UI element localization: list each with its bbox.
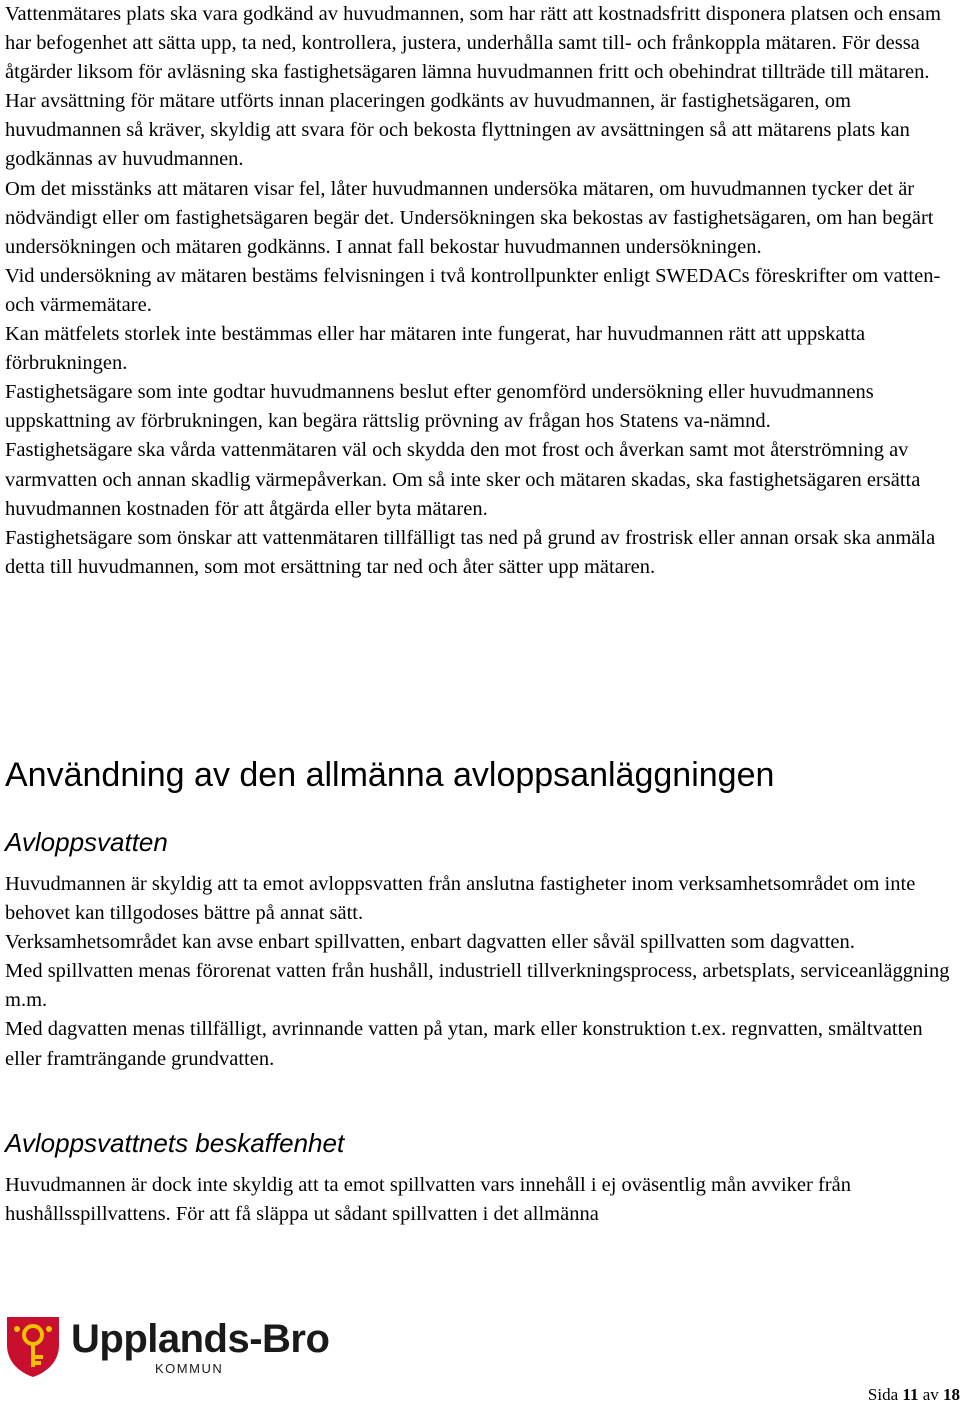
paragraph: Om det misstänks att mätaren visar fel, låter huvudmannen undersöka mätaren, om huvudmannen tycker det är nödvändigt eller om fastighetsägaren begär det. Undersökningen ska bekostas av fastighetsägaren, om han begärt undersökningen och mätaren godkänns. I annat fall bekostar huvudmannen undersökningen.	[5, 177, 934, 258]
total-pages: 18	[943, 1385, 960, 1404]
subsection-heading: Avloppsvattnets beskaffenhet	[5, 1128, 345, 1158]
paragraph: Huvudmannen är skyldig att ta emot avloppsvatten från anslutna fastigheter inom verksamhetsområdet om inte behovet kan tillgodoses bättre på annat sätt.	[5, 873, 916, 925]
page-prefix: Sida	[867, 1385, 899, 1404]
municipality-logo	[5, 1315, 345, 1383]
text-block-wastewater	[5, 870, 960, 1074]
paragraph: Kan mätfelets storlek inte bestämmas eller har mätaren inte fungerat, har huvudmannen rätt att uppskatta förbrukningen.	[5, 323, 866, 375]
current-page: 11	[902, 1385, 919, 1404]
paragraph: Fastighetsägare som inte godtar huvudmannens beslut efter genomförd undersökning eller huvudmannens uppskattning av förbrukningen, kan begära rättslig prövning av frågan hos Statens va-nämnd.	[5, 381, 874, 433]
paragraph: Med dagvatten menas tillfälligt, avrinnande vatten på ytan, mark eller konstruktion t.ex. regnvatten, smältvatten eller framträngande grundvatten.	[5, 1018, 923, 1070]
page-separator: av	[922, 1385, 939, 1404]
page-number	[868, 1385, 960, 1405]
logo-subtitle: KOMMUN	[155, 1361, 224, 1376]
paragraph: Fastighetsägare ska vårda vattenmätaren väl och skydda den mot frost och åverkan samt mot återströmning av varmvatten och annan skadlig värmepåverkan. Om så inte sker och mätaren skadas, ska fastighetsägaren ersätta huvudmannen kostnaden för att åtgärda eller byta mätaren.	[5, 439, 921, 520]
section-heading: Användning av den allmänna avloppsanläggningen	[5, 756, 775, 794]
paragraph: Fastighetsägare som önskar att vattenmätaren tillfälligt tas ned på grund av frostrisk eller annan orsak ska anmäla detta till huvudmannen, som mot ersättning tar ned och åter sätter upp mätaren.	[5, 526, 936, 578]
text-block-quality	[5, 1171, 960, 1229]
subsection-heading: Avloppsvatten	[5, 827, 168, 857]
paragraph: Vattenmätares plats ska vara godkänd av huvudmannen, som har rätt att kostnadsfritt disponera platsen och ensam har befogenhet att sätta upp, ta ned, kontrollera, justera, underhålla samt till- och frånkoppla mätaren. För dessa åtgärder liksom för avläsning ska fastighetsägaren lämna huvudmannen fritt och obehindrat tillträde till mätaren. Har avsättning för mätare utförts innan placeringen godkänts av huvudmannen, är fastighetsägaren, om huvudmannen så kräver, skyldig att svara för och bekosta flyttningen av avsättningen så att mätarens plats kan godkännas av huvudmannen.	[5, 3, 941, 171]
text-block-meter	[5, 0, 960, 582]
paragraph: Verksamhetsområdet kan avse enbart spillvatten, enbart dagvatten eller såväl spillvatten som dagvatten.	[5, 931, 855, 954]
logo-wordmark: Upplands-Bro	[71, 1317, 330, 1361]
paragraph: Med spillvatten menas förorenat vatten från hushåll, industriell tillverkningsprocess, arbetsplats, serviceanläggning m.m.	[5, 960, 950, 1012]
coat-of-arms-icon	[5, 1315, 61, 1379]
paragraph: Huvudmannen är dock inte skyldig att ta emot spillvatten vars innehåll i ej oväsentlig mån avviker från hushållsspillvattens. För att få släppa ut sådant spillvatten i det allmänna	[5, 1174, 851, 1226]
paragraph: Vid undersökning av mätaren bestäms felvisningen i två kontrollpunkter enligt SWEDACs föreskrifter om vatten- och värmemätare.	[5, 264, 941, 316]
